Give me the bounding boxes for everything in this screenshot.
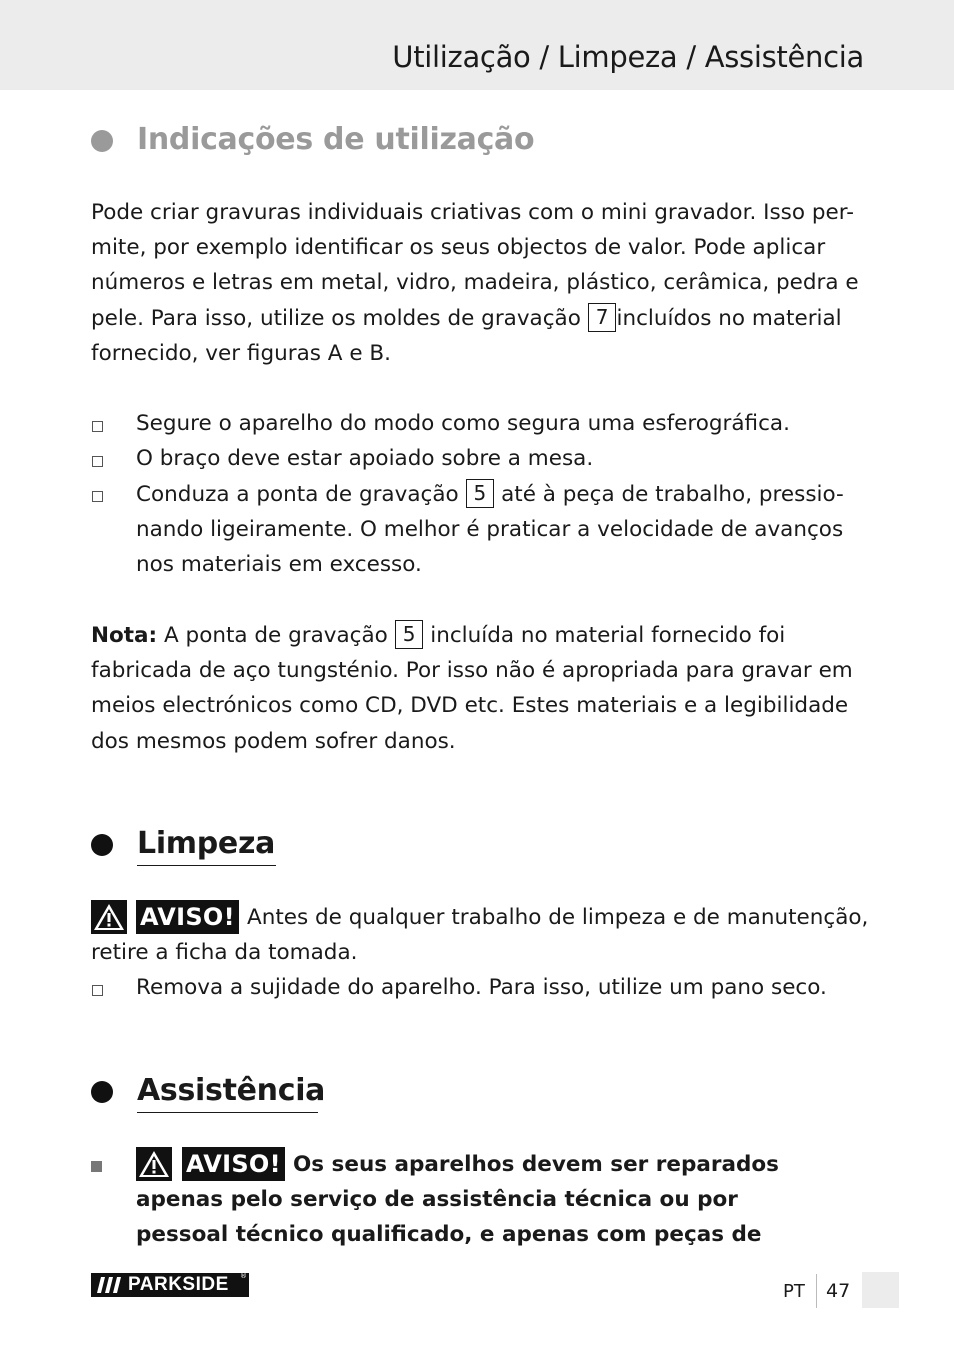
usage-intro-line (91, 301, 859, 336)
list-bullet-square (92, 456, 103, 467)
cleaning-bullet-1: Remova a sujidade do aparelho. Para isso, utilize um pano seco. (136, 975, 827, 1000)
usage-intro-line: Pode criar gravuras individuais criativas com o mini gravador. Isso per- (91, 200, 854, 225)
cleaning-warning-text (91, 900, 868, 970)
section-bullet-black (91, 1081, 113, 1103)
service-warning-line: apenas pelo serviço de assistência técnica ou por (136, 1187, 738, 1213)
usage-intro-line: números e letras em metal, vidro, madeira, plástico, cerâmica, pedra e (91, 270, 859, 296)
section-underline (137, 1112, 318, 1113)
list-bullet-square (92, 491, 103, 502)
footer-language: PT (783, 1281, 805, 1302)
usage-bullet-1: Segure o aparelho do modo como segura uma esferográfica. (136, 411, 790, 436)
usage-bullet-text: Conduza a ponta de gravação (136, 482, 459, 507)
service-warning-text (136, 1147, 779, 1253)
page-header-title: Utilização / Limpeza / Assistência (392, 40, 864, 74)
usage-bullet-3-line (136, 477, 844, 512)
section-underline (137, 865, 276, 866)
part-reference-box: 5 (395, 620, 424, 649)
part-reference-box: 5 (466, 479, 495, 508)
section-title-usage: Indicações de utilização (137, 122, 535, 157)
footer-tab-marker (862, 1272, 899, 1308)
page-number: 47 (826, 1280, 851, 1302)
brand-logo (91, 1273, 249, 1297)
brand-registered-mark: ® (240, 1272, 247, 1280)
note-line: meios electrónicos como CD, DVD etc. Estes materiais e a legibilidade (91, 693, 849, 719)
usage-intro-text: pele. Para isso, utilize os moldes de gravação (91, 305, 581, 331)
cleaning-warning-line: retire a ficha da tomada. (91, 940, 358, 966)
brand-stripes-icon (97, 1277, 123, 1293)
footer-divider (816, 1274, 817, 1308)
usage-bullet-text: até à peça de trabalho, pressio- (501, 482, 844, 507)
section-bullet-gray (91, 130, 113, 152)
brand-name: PARKSIDE (128, 1274, 229, 1295)
note-line: fabricada de aço tungsténio. Por isso não é apropriada para gravar em (91, 658, 853, 684)
note-text: incluída no material fornecido foi (430, 623, 786, 648)
warning-label: AVISO! (182, 1147, 285, 1181)
usage-bullet-3-line: nos materiais em excesso. (136, 552, 422, 578)
warning-label: AVISO! (136, 900, 239, 934)
part-reference-box: 7 (588, 303, 617, 332)
list-bullet-square (92, 421, 103, 432)
service-warning-line: Os seus aparelhos devem ser reparados (293, 1152, 779, 1177)
section-title-service: Assistência (137, 1073, 326, 1108)
note-label: Nota: (91, 623, 158, 648)
note-line: dos mesmos podem sofrer danos. (91, 728, 456, 754)
usage-intro-line: mite, por exemplo identificar os seus objectos de valor. Pode aplicar (91, 235, 826, 261)
section-bullet-black (91, 834, 113, 856)
list-bullet-square (92, 985, 103, 996)
usage-bullet-3 (136, 477, 844, 583)
usage-bullet-2: O braço deve estar apoiado sobre a mesa. (136, 446, 594, 471)
usage-intro-paragraph (91, 195, 859, 371)
usage-intro-line: fornecido, ver figuras A e B. (91, 340, 391, 366)
cleaning-warning-line: Antes de qualquer trabalho de limpeza e de manutenção, (247, 905, 869, 930)
section-title-cleaning: Limpeza (137, 826, 276, 861)
usage-intro-text: incluídos no material (616, 305, 842, 331)
note-paragraph (91, 618, 853, 759)
list-bullet-filled (91, 1161, 102, 1172)
usage-bullet-3-line: nando ligeiramente. O melhor é praticar a velocidade de avanços (136, 517, 844, 543)
note-text: A ponta de gravação (164, 623, 388, 648)
service-warning-line: pessoal técnico qualificado, e apenas com peças de (136, 1222, 762, 1248)
note-line (91, 618, 853, 653)
